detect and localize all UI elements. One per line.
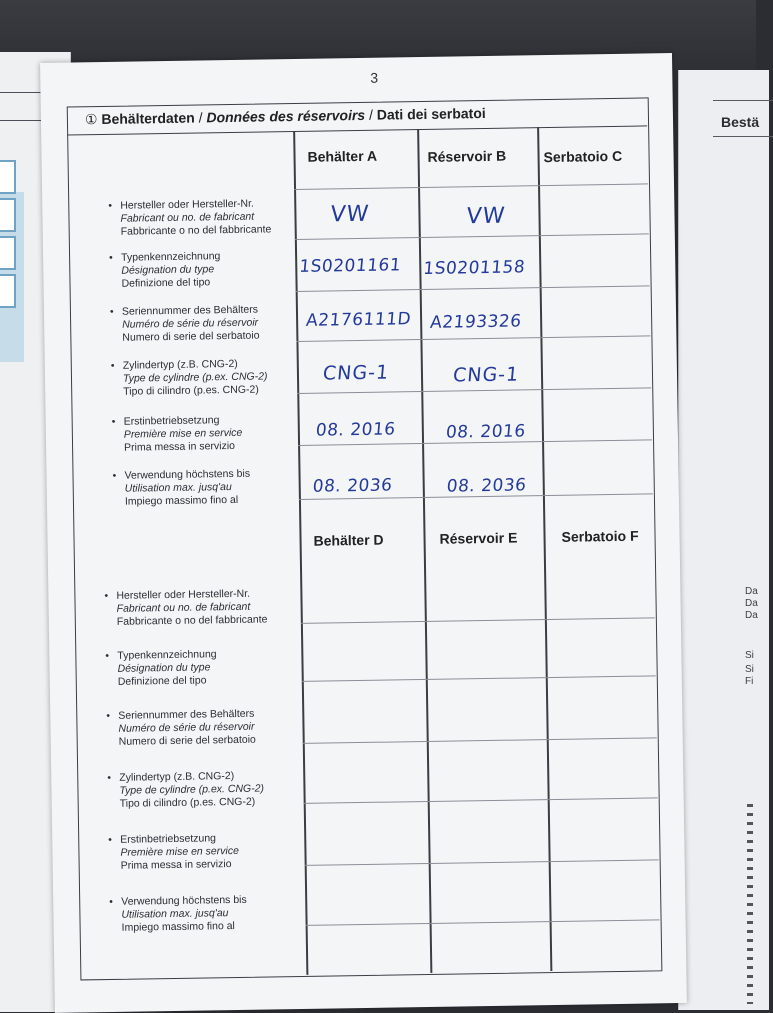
left-page-tab: [0, 274, 16, 308]
bullet: •: [112, 469, 117, 482]
bullet: •: [105, 649, 110, 663]
right-page-dots: [747, 804, 753, 1004]
bullet: •: [110, 359, 115, 372]
entry-a-serial: A2176111D: [305, 309, 412, 331]
row-label-type: [105, 648, 217, 689]
row-label-first-service: [111, 414, 243, 455]
label-german: Typenkennzeichnung: [121, 250, 221, 264]
label-french: Numéro de série du réservoir: [122, 316, 259, 331]
column-header-d: Behälter D: [313, 531, 384, 549]
title-separator: /: [194, 109, 207, 126]
label-italian: Prima messa in servizio: [123, 439, 236, 454]
entry-b-max-use: 08. 2036: [445, 475, 528, 497]
label-french: Première mise en service: [123, 426, 243, 441]
entry-b-cylinder: CNG-1: [452, 363, 521, 387]
column-header-c: Serbatoio C: [543, 147, 623, 166]
entry-b-serial: A2193326: [429, 311, 523, 333]
label-french: Type de cylindre (p.ex. CNG-2): [119, 782, 265, 797]
row-label-cylinder-type: [110, 357, 268, 398]
title-separator: /: [365, 106, 377, 123]
column-header-a: Behälter A: [307, 147, 378, 165]
label-german: Erstinbetriebsetzung: [120, 832, 217, 846]
entry-b-first-service: 08. 2016: [445, 421, 527, 443]
bullet: •: [111, 415, 116, 428]
title-italian: Dati dei serbatoi: [376, 104, 486, 123]
row-label-manufacturer: [108, 197, 272, 238]
page-number: 3: [370, 69, 379, 86]
label-italian: Definizione del tipo: [121, 276, 211, 290]
bullet: •: [108, 833, 113, 846]
bullet: •: [107, 771, 112, 784]
row-label-first-service: [108, 832, 239, 873]
entry-b-type: 1S0201158: [422, 257, 527, 279]
document-page: [40, 53, 687, 1013]
label-french: Numéro de série du réservoir: [118, 720, 255, 735]
right-page-fragment: Fi: [745, 676, 754, 687]
label-french: Utilisation max. jusq'au: [124, 481, 232, 495]
title-circle-number: ①: [84, 111, 98, 128]
label-italian: Definizione del tipo: [117, 674, 207, 688]
right-page-fragment: Da: [745, 610, 758, 621]
entry-b-manufacturer: VW: [465, 203, 507, 230]
row-label-manufacturer: [104, 587, 268, 628]
label-french: Désignation du type: [121, 263, 215, 277]
bullet: •: [104, 589, 109, 603]
table-title: [85, 105, 486, 128]
column-header-b: Réservoir B: [427, 147, 507, 165]
right-page-fragment: Da: [745, 586, 758, 597]
row-label-max-use: [109, 893, 247, 935]
row-label-max-use: [112, 467, 251, 509]
right-page-fragment: Si: [745, 650, 754, 661]
right-page-rule: [713, 136, 773, 137]
column-header-e: Réservoir E: [439, 529, 518, 547]
label-italian: Impiego massimo fino al: [121, 920, 235, 934]
title-french: Données des réservoirs: [206, 106, 366, 126]
label-italian: Tipo di cilindro (p.es. CNG-2): [123, 383, 259, 398]
title-german: Behälterdaten: [101, 109, 195, 128]
entry-a-cylinder: CNG-1: [321, 361, 391, 385]
label-italian: Tipo di cilindro (p.es. CNG-2): [119, 795, 256, 810]
entry-a-type: 1S0201161: [298, 255, 402, 277]
left-page-tab: [0, 160, 16, 194]
label-french: Désignation du type: [117, 661, 211, 675]
label-italian: Numero di serie del serbatoio: [118, 733, 256, 748]
left-page-tab: [0, 198, 16, 232]
label-italian: Prima messa in servizio: [120, 858, 232, 872]
row-label-cylinder-type: [107, 770, 265, 811]
row-label-serial: [106, 707, 256, 749]
entry-a-manufacturer: VW: [329, 201, 371, 228]
label-german: Erstinbetriebsetzung: [123, 414, 220, 428]
label-german: Typenkennzeichnung: [117, 648, 217, 662]
right-page-fragment: Si: [745, 664, 754, 675]
bullet: •: [109, 895, 114, 908]
label-french: Type de cylindre (p.ex. CNG-2): [122, 370, 268, 385]
row-label-serial: [109, 303, 260, 345]
label-german: Verwendung höchstens bis: [121, 893, 247, 908]
bullet: •: [106, 709, 111, 723]
label-german: Hersteller oder Hersteller-Nr.: [116, 587, 251, 602]
label-german: Seriennummer des Behälters: [121, 303, 259, 318]
label-german: Seriennummer des Behälters: [118, 707, 255, 722]
bullet: •: [109, 251, 113, 264]
row-label-type: [109, 250, 221, 291]
label-german: Zylindertyp (z.B. CNG-2): [122, 357, 238, 372]
right-page-title: Bestä: [721, 114, 760, 130]
left-page-tab: [0, 236, 16, 270]
label-french: Utilisation max. jusq'au: [121, 907, 229, 921]
bullet: •: [109, 305, 114, 318]
label-german: Verwendung höchstens bis: [124, 467, 251, 482]
label-german: Hersteller oder Hersteller-Nr.: [120, 197, 254, 212]
label-italian: Impiego massimo fino al: [124, 493, 239, 508]
label-italian: Numero di serie del serbatoio: [122, 329, 260, 344]
label-french: Fabricant ou no. de fabricant: [116, 600, 251, 615]
right-page: [678, 70, 769, 1010]
label-german: Zylindertyp (z.B. CNG-2): [119, 770, 235, 784]
right-page-rule: [713, 100, 773, 101]
label-italian: Fabbricante o no del fabbricante: [120, 223, 272, 238]
column-header-f: Serbatoio F: [561, 527, 639, 545]
entry-a-max-use: 08. 2036: [311, 475, 394, 497]
label-italian: Fabbricante o no del fabbricante: [116, 613, 268, 628]
entry-a-first-service: 08. 2016: [314, 419, 397, 441]
label-french: Première mise en service: [120, 844, 239, 859]
label-french: Fabricant ou no. de fabricant: [120, 210, 255, 225]
bullet: •: [108, 199, 113, 212]
right-page-fragment: Da: [745, 598, 758, 609]
